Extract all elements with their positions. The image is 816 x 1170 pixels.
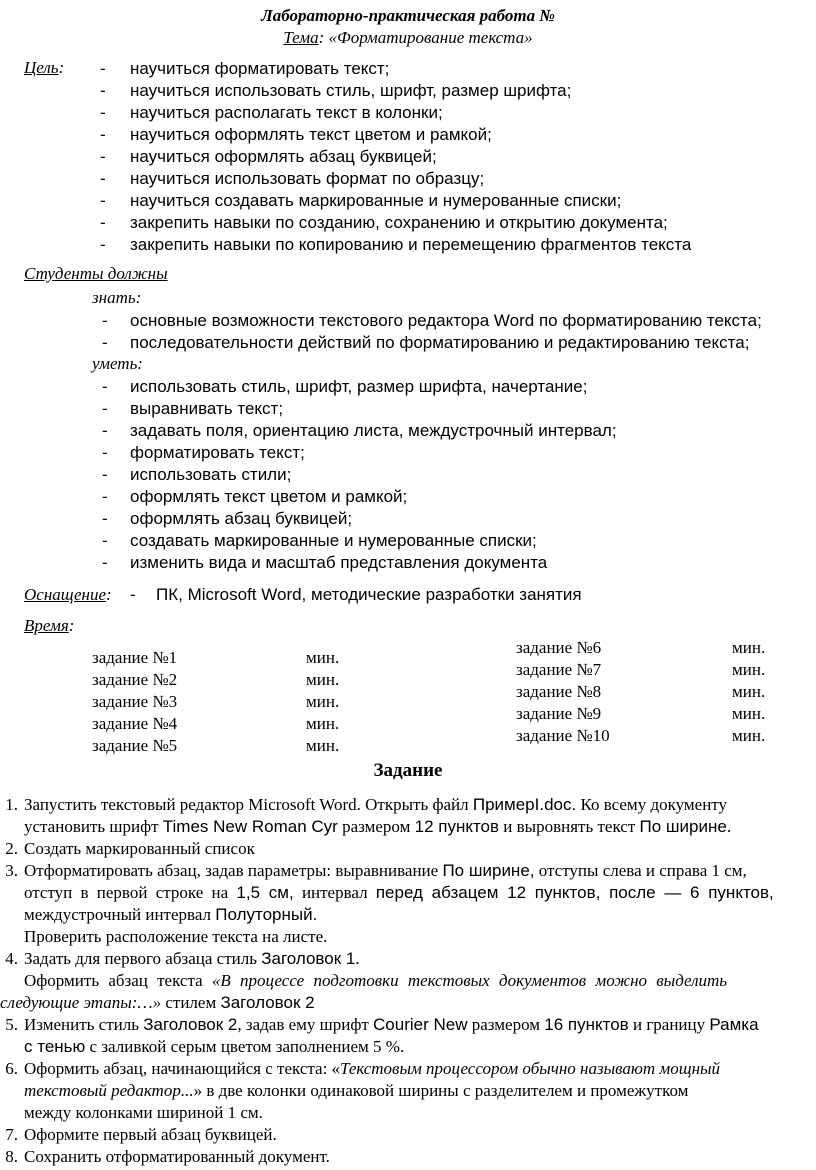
list-item: - оформлять абзац буквицей;	[102, 509, 353, 528]
list-item: - форматировать текст;	[102, 443, 305, 462]
task-item-4: 4. Задать для первого абзаца стиль Заголовок 1. Оформить абзац текста «В процессе подготовки текстовых документов можно выделить следующие этапы:…» стилем Заголовок 2	[0, 949, 728, 1012]
goal-colon: :	[58, 58, 65, 77]
equipment-heading: Оснащение:	[24, 585, 112, 604]
topic-sep: : «	[318, 28, 338, 47]
time-unit: мин.	[306, 670, 340, 689]
time-task-label: задание №10	[516, 726, 610, 745]
equipment-line	[0, 584, 816, 606]
list-item: - научиться создавать маркированные и нумерованные списки;	[100, 191, 622, 210]
time-unit: мин.	[732, 660, 766, 679]
task-item-5: 5. Изменить стиль Заголовок 2, задав ему шрифт Courier New размером 16 пунктов и границу Рамка с тенью с заливкой серым цветом заполнением 5 %.	[5, 1015, 759, 1056]
list-item: - основные возможности текстового редактора Word по форматированию текста;	[102, 311, 762, 330]
time-task-label: задание №8	[516, 682, 602, 701]
can-label: уметь:	[92, 354, 143, 373]
goal-label: Цель	[24, 58, 59, 77]
list-item: - использовать стиль, шрифт, размер шрифта, начертание;	[102, 377, 588, 396]
time-task-label: задание №3	[92, 692, 178, 711]
list-item: - задавать поля, ориентацию листа, междустрочный интервал;	[102, 421, 617, 440]
page-title: Лабораторно-практическая работа №	[261, 6, 555, 25]
time-task-label: задание №7	[516, 660, 602, 679]
time-unit: мин.	[732, 704, 766, 723]
list-item: - последовательности действий по форматированию и редактированию текста;	[102, 333, 750, 352]
list-item: - научиться оформлять абзац буквицей;	[100, 147, 437, 166]
time-unit: мин.	[306, 714, 340, 733]
time-task-label: задание №4	[92, 714, 178, 733]
time-unit: мин.	[732, 726, 766, 745]
list-item: - научиться располагать текст в колонки;	[100, 103, 443, 122]
list-item: - научиться форматировать текст;	[100, 59, 390, 78]
time-heading: Время:	[24, 616, 75, 635]
time-unit: мин.	[306, 692, 340, 711]
time-task-label: задание №5	[92, 736, 178, 755]
time-task-label: задание №2	[92, 670, 178, 689]
task-item-6: 6. Оформить абзац, начинающийся с текста: «Текстовым процессором обычно называют мощный текстовый редактор...» в две колонки одинаковой ширины с разделителем и промежутком между колонками шириной 1 см.	[5, 1059, 721, 1122]
topic-end: »	[524, 28, 533, 47]
topic-label: Тема	[283, 28, 319, 47]
time-task-label: задание №6	[516, 638, 602, 657]
list-item: - изменить вида и масштаб представления документа	[102, 553, 548, 572]
list-item: - оформлять текст цветом и рамкой;	[102, 487, 408, 506]
font-name: Times New Roman Cyr	[162, 817, 338, 836]
time-unit: мин.	[732, 638, 766, 657]
list-item: - закрепить навыки по копированию и перемещению фрагментов текста	[100, 235, 692, 254]
time-task-label: задание №9	[516, 704, 602, 723]
time-unit: мин.	[306, 648, 340, 667]
topic-text: Форматирование текста	[337, 28, 525, 47]
list-item: - выравнивать текст;	[102, 399, 284, 418]
list-item: - закрепить навыки по созданию, сохранению и открытию документа;	[100, 213, 668, 232]
equipment-text: ПК, Microsoft Word, методические разработки занятия	[156, 585, 582, 604]
students-heading: Студенты должны	[24, 264, 168, 283]
equipment-dash: -	[130, 585, 136, 604]
task-item-1: 1. Запустить текстовый редактор Microsoft Word. Открыть файл ПримерI.doc. Ко всему документу установить шрифт Times New Roman Cyr размером 12 пунктов и выровнять текст По ширине.	[5, 795, 732, 836]
task-heading: Задание	[373, 760, 443, 781]
list-item: - научиться оформлять текст цветом и рамкой;	[100, 125, 492, 144]
task-item-8: 8. Сохранить отформатированный документ.	[5, 1147, 330, 1166]
list-item: - научиться использовать стиль, шрифт, размер шрифта;	[100, 81, 572, 100]
list-item: - научиться использовать формат по образцу;	[100, 169, 485, 188]
time-task-label: задание №1	[92, 648, 178, 667]
list-item: - использовать стили;	[102, 465, 292, 484]
time-unit: мин.	[732, 682, 766, 701]
task-item-3: 3. Отформатировать абзац, задав параметры: выравнивание По ширине, отступы слева и справа 1 см, отступ в первой строке на 1,5 см, интервал перед абзацем 12 пунктов, после — 6 пунктов, междустрочный интервал Полуторный. Проверить расположение текста на листе.	[5, 861, 774, 946]
task-item-7: 7. Оформите первый абзац буквицей.	[5, 1125, 277, 1144]
topic-line	[0, 28, 816, 48]
list-item: - создавать маркированные и нумерованные списки;	[102, 531, 537, 550]
know-label: знать:	[92, 288, 142, 307]
task-item-2: 2. Создать маркированный список	[5, 839, 255, 858]
time-unit: мин.	[306, 736, 340, 755]
file-name: ПримерI.doc.	[472, 795, 577, 814]
